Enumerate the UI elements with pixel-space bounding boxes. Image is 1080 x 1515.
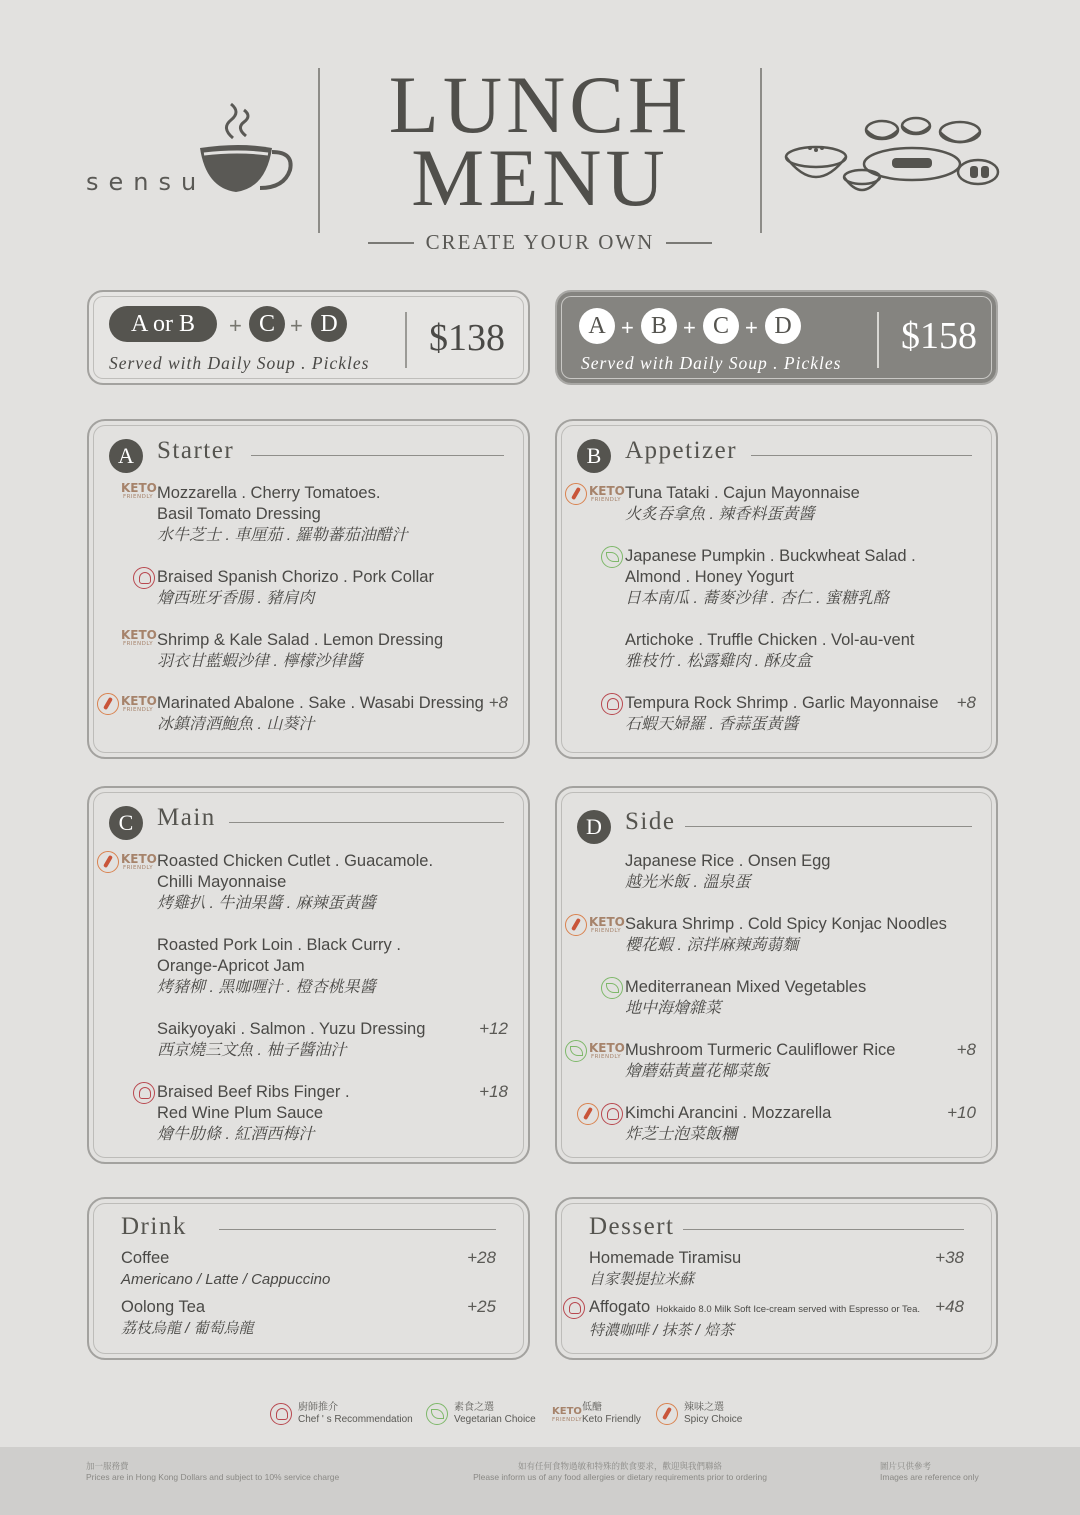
item-name: Orange-Apricot Jam: [157, 957, 305, 975]
item-surcharge: +28: [467, 1248, 496, 1267]
item-name: Marinated Abalone . Sake . Wasabi Dressing: [157, 694, 484, 712]
plus-sign: +: [745, 315, 758, 340]
legend-item-spicy: [656, 1402, 742, 1426]
section-rule: [219, 1229, 496, 1230]
item-tags: [563, 1297, 585, 1319]
set-pill-d: D: [311, 306, 347, 342]
item-name: Oolong Tea: [121, 1298, 206, 1316]
spicy-icon: [577, 1103, 599, 1125]
list-item: [121, 1297, 496, 1339]
set-pill-a: A: [579, 308, 615, 344]
chef-recommendation-icon: [270, 1403, 292, 1425]
section-rule: [683, 1229, 964, 1230]
menu-item: [157, 935, 508, 998]
footer-allergy-note: [440, 1461, 800, 1483]
section-title: Main: [157, 804, 216, 831]
item-tags: [565, 914, 623, 936]
menu-item: [121, 628, 508, 672]
legend-en: Vegetarian Choice: [454, 1414, 536, 1425]
item-name: Sakura Shrimp . Cold Spicy Konjac Noodles: [625, 915, 947, 933]
item-name: Mushroom Turmeric Cauliflower Rice: [625, 1041, 896, 1059]
legend-en: Keto Friendly: [582, 1414, 641, 1425]
item-name: Braised Spanish Chorizo . Pork Collar: [157, 568, 434, 586]
keto-friendly-icon: KETO FRIENDLY: [552, 1405, 583, 1423]
plus-sign: +: [290, 313, 303, 338]
section-title: Side: [625, 808, 676, 835]
legend-en: Spicy Choice: [684, 1414, 743, 1425]
set-pill-c: C: [703, 308, 739, 344]
item-description: 自家製提拉米蘇: [589, 1271, 695, 1288]
menu-item: [625, 693, 976, 735]
item-name-chinese: 雅枝竹 . 松露雞肉 . 酥皮盒: [625, 653, 812, 670]
section-rule: [751, 455, 972, 456]
item-description: 特濃咖啡 / 抹茶 / 焙茶: [589, 1322, 735, 1339]
legend-item-keto: [552, 1402, 641, 1426]
menu-item: [121, 851, 508, 914]
footer-en: Images are reference only: [880, 1472, 979, 1482]
legend-zh: 廚師推介: [298, 1402, 338, 1413]
page-tagline: CREATE YOUR OWN: [330, 230, 750, 255]
legend-zh: 素食之選: [454, 1402, 494, 1413]
chef-recommendation-icon: [563, 1297, 585, 1319]
menu-item: [157, 1019, 508, 1061]
plus-sign: +: [683, 315, 696, 340]
section-drink: [87, 1197, 530, 1360]
footer-en: Please inform us of any food allergies or dietary requirements prior to ordering: [473, 1472, 767, 1482]
item-surcharge: +38: [935, 1248, 964, 1267]
vegetarian-icon: [601, 546, 623, 568]
item-name: Saikyoyaki . Salmon . Yuzu Dressing: [157, 1020, 426, 1038]
item-name-chinese: 越光米飯 . 溫泉蛋: [625, 874, 751, 891]
chef-recommendation-icon: [601, 1103, 623, 1125]
item-name-chinese: 炸芝士泡菜飯糰: [625, 1126, 738, 1143]
section-title: Dessert: [589, 1213, 675, 1240]
item-tags: [97, 851, 155, 873]
footer-en: Prices are in Hong Kong Dollars and subject to 10% service charge: [86, 1472, 340, 1482]
section-letter: B: [577, 439, 611, 473]
item-name-chinese: 地中海燴雜菜: [625, 1000, 722, 1017]
item-name-chinese: 燴西班牙香腸 . 豬肩肉: [157, 590, 315, 607]
menu-item: [625, 630, 976, 672]
set-pill-c: C: [249, 306, 285, 342]
item-surcharge: +8: [488, 693, 508, 712]
item-name-chinese: 烤雞扒 . 牛油果醬 . 麻辣蛋黃醬: [157, 895, 376, 912]
section-starter: [87, 419, 530, 759]
chef-recommendation-icon: [133, 1082, 155, 1104]
item-name-chinese: 冰鎮清酒鮑魚 . 山葵汁: [157, 716, 315, 733]
header-divider-right: [760, 68, 762, 233]
item-surcharge: +8: [956, 1040, 976, 1059]
price-divider: [405, 312, 407, 368]
section-appetizer: [555, 419, 998, 759]
section-rule: [229, 822, 504, 823]
section-rule: [685, 826, 972, 827]
section-letter: C: [109, 806, 143, 840]
item-description: 荔枝烏龍 / 葡萄烏龍: [121, 1320, 254, 1337]
menu-item: [121, 481, 508, 546]
legend-item-veg: [426, 1402, 536, 1426]
item-name-chinese: 櫻花蝦 . 涼拌麻辣蒟蒻麵: [625, 937, 799, 954]
coffee-cup-icon: [196, 100, 306, 200]
item-name: Coffee: [121, 1249, 170, 1267]
item-name-chinese: 日本南瓜 . 蕎麥沙律 . 杏仁 . 蜜糖乳酪: [625, 590, 890, 607]
item-surcharge: +8: [956, 693, 976, 712]
item-surcharge: +12: [479, 1019, 508, 1038]
menu-item: [625, 977, 976, 1019]
item-tags: [565, 1040, 623, 1062]
list-item: [589, 1248, 964, 1290]
item-name: Roasted Pork Loin . Black Curry .: [157, 936, 401, 954]
vegetarian-icon: [565, 1040, 587, 1062]
item-name: Red Wine Plum Sauce: [157, 1104, 323, 1122]
set-served-note: Served with Daily Soup . Pickles: [581, 353, 842, 373]
set-pill-b: B: [641, 308, 677, 344]
item-name: Artichoke . Truffle Chicken . Vol-au-vent: [625, 631, 915, 649]
vegetarian-icon: [426, 1403, 448, 1425]
section-title: Appetizer: [625, 437, 738, 464]
item-tags: [577, 1103, 623, 1125]
brand-logo: [86, 100, 306, 210]
footer-zh: 如有任何食物過敏和特殊的飲食要求，歡迎與我們聯絡: [517, 1461, 722, 1471]
section-title: Starter: [157, 437, 235, 464]
food-illustration-icon: [782, 112, 1002, 197]
item-name-text: Affogato: [589, 1298, 651, 1316]
item-tags: [121, 483, 155, 500]
spicy-icon: [565, 914, 587, 936]
page-title-line2: MENU: [411, 132, 669, 223]
item-name: Tuna Tataki . Cajun Mayonnaise: [625, 484, 860, 502]
keto-friendly-icon: KETO FRIENDLY: [589, 1040, 625, 1060]
legend-en: Chef ' s Recommendation: [298, 1414, 413, 1425]
set-138-box: [87, 290, 530, 385]
price-divider: [877, 312, 879, 368]
item-note: Hokkaido 8.0 Milk Soft Ice-cream served with Espresso or Tea.: [656, 1304, 920, 1315]
menu-item: [625, 546, 976, 609]
item-surcharge: +10: [947, 1103, 976, 1122]
footer: [0, 1447, 1080, 1515]
item-name: Japanese Pumpkin . Buckwheat Salad .: [625, 547, 916, 565]
menu-item: [625, 851, 976, 893]
menu-item: [157, 1082, 508, 1145]
list-item: [121, 1248, 496, 1290]
item-name: Mediterranean Mixed Vegetables: [625, 978, 867, 996]
menu-item: [121, 693, 508, 735]
item-name-chinese: 烤豬柳 . 黑咖喱汁 . 橙杏桃果醬: [157, 979, 376, 996]
set-pill-a-or-b: A or B: [109, 306, 217, 342]
section-side: [555, 786, 998, 1164]
section-rule: [251, 455, 504, 456]
item-name: Braised Beef Ribs Finger .: [157, 1083, 350, 1101]
item-name: Shrimp & Kale Salad . Lemon Dressing: [157, 631, 444, 649]
item-tags: [133, 1082, 155, 1104]
keto-friendly-icon: KETO FRIENDLY: [121, 481, 157, 500]
item-tags: [133, 567, 155, 589]
item-name: Kimchi Arancini . Mozzarella: [625, 1104, 832, 1122]
item-name: Roasted Chicken Cutlet . Guacamole.: [157, 852, 434, 870]
item-name-chinese: 火炙吞拿魚 . 辣香料蛋黃醬: [625, 506, 815, 523]
item-surcharge: +25: [467, 1297, 496, 1316]
item-name: Mozzarella . Cherry Tomatoes.: [157, 484, 381, 502]
footer-zh: 圖片只供參考: [880, 1461, 932, 1471]
set-158-box: [555, 290, 998, 385]
keto-friendly-icon: KETO FRIENDLY: [121, 851, 157, 871]
footer-service-charge: [86, 1461, 339, 1483]
menu-item: [625, 1103, 976, 1145]
item-name-chinese: 羽衣甘藍蝦沙律 . 檸檬沙律醬: [157, 653, 363, 670]
footer-zh: 加一服務費: [86, 1461, 129, 1471]
plus-sign: +: [621, 315, 634, 340]
set-served-note: Served with Daily Soup . Pickles: [109, 353, 370, 373]
item-surcharge: +48: [935, 1297, 964, 1316]
section-main: [87, 786, 530, 1164]
item-tags: [121, 630, 155, 647]
set-pill-d: D: [765, 308, 801, 344]
item-name-chinese: 水牛芝士 . 車厘茄 . 羅勒蕃茄油醋汁: [157, 527, 408, 544]
legend-zh: 低醣: [582, 1402, 602, 1413]
keto-friendly-icon: KETO FRIENDLY: [121, 628, 157, 647]
vegetarian-icon: [601, 977, 623, 999]
item-surcharge: +18: [479, 1082, 508, 1101]
item-tags: [97, 693, 155, 715]
chef-recommendation-icon: [601, 693, 623, 715]
keto-friendly-icon: KETO FRIENDLY: [121, 693, 157, 713]
menu-item: [589, 914, 976, 956]
section-title: Drink: [121, 1213, 187, 1240]
keto-friendly-icon: KETO FRIENDLY: [589, 483, 625, 503]
spicy-icon: [565, 483, 587, 505]
header-divider-left: [318, 68, 320, 233]
item-name-chinese: 西京燒三文魚 . 柚子醬油汁: [157, 1042, 347, 1059]
item-name: Basil Tomato Dressing: [157, 505, 321, 523]
menu-item: [589, 483, 976, 525]
item-tags: [565, 483, 623, 505]
menu-item: [589, 1040, 976, 1082]
item-name: [589, 1297, 964, 1320]
item-name: Tempura Rock Shrimp . Garlic Mayonnaise: [625, 694, 939, 712]
item-name: Japanese Rice . Onsen Egg: [625, 852, 831, 870]
keto-friendly-icon: KETO FRIENDLY: [589, 914, 625, 934]
item-name: Chilli Mayonnaise: [157, 873, 287, 891]
item-name: Homemade Tiramisu: [589, 1249, 742, 1267]
section-letter: A: [109, 439, 143, 473]
section-letter: D: [577, 810, 611, 844]
set-price: $158: [901, 315, 977, 357]
item-description: Americano / Latte / Cappuccino: [121, 1271, 331, 1288]
list-item: [589, 1297, 964, 1341]
spicy-icon: [97, 693, 119, 715]
item-name-chinese: 燴牛肋條 . 紅酒西梅汁: [157, 1126, 315, 1143]
item-tags: [601, 546, 623, 568]
legend-zh: 辣味之選: [684, 1402, 724, 1413]
item-name: Almond . Honey Yogurt: [625, 568, 794, 586]
chef-recommendation-icon: [133, 567, 155, 589]
set-price: $138: [429, 317, 505, 359]
footer-image-note: [880, 1461, 979, 1483]
spicy-icon: [97, 851, 119, 873]
brand-name: sensu: [86, 168, 207, 196]
spicy-icon: [656, 1403, 678, 1425]
legend-item-chef: [270, 1402, 413, 1426]
icon-legend: [0, 1402, 1080, 1432]
section-dessert: [555, 1197, 998, 1360]
plus-sign: +: [229, 313, 242, 338]
menu-item: [157, 567, 508, 609]
item-tags: [601, 693, 623, 715]
item-name-chinese: 石蝦天婦羅 . 香蒜蛋黃醬: [625, 716, 799, 733]
item-tags: [601, 977, 623, 999]
page-title-line1: LUNCH: [388, 59, 692, 150]
item-name-chinese: 燴蘑菇黃薑花椰菜飯: [625, 1063, 770, 1080]
